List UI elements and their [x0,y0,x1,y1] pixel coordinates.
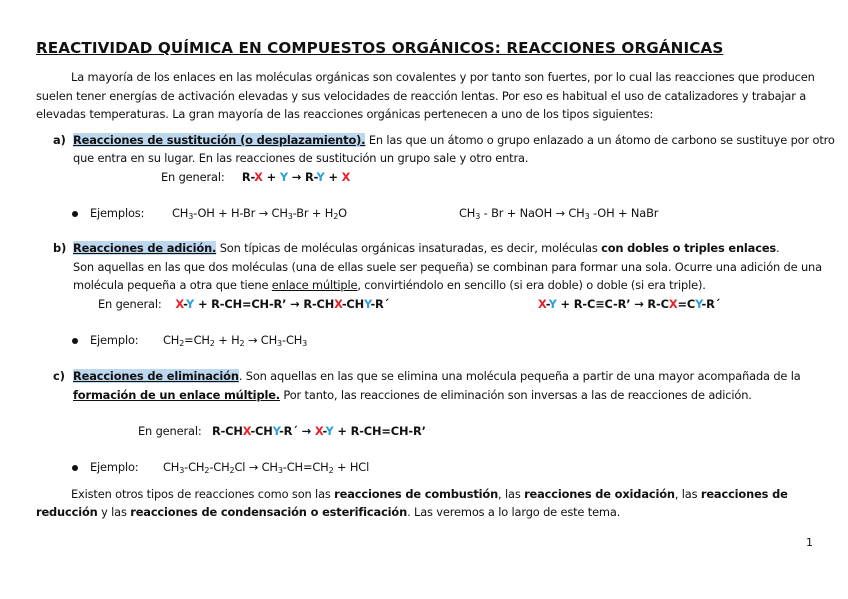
general-label: En general: [138,424,202,438]
section-b-example: $CH_2=CH_2 + H_2 \to CH_3-CH_3$ [163,333,308,348]
closing-line-1: Existen otros tipos de reacciones como son las reacciones de combustión, las reacciones de oxidación, las reacciones de [71,487,788,501]
section-b-line-1: Reacciones de adición. Son típicas de moléculas orgánicas insaturadas, es decir, moléculas con dobles o triples enlaces. [73,241,780,255]
section-b-line-2: Son aquellas en las que dos moléculas (una de ellas suele ser pequeña) se combinan para formar una sola. Ocurre una adición de una [73,260,822,274]
section-b-heading: Reacciones de adición. [73,241,217,255]
section-c-line-1: Reacciones de eliminación. Son aquellas en las que se elimina una molécula pequeña a partir de una mayor acompañada de la [73,369,801,383]
elimination-equation: R-CHX-CHY-R´ → X-Y + R-CH=CH-R’ [211,424,426,438]
intro-line-3: elevadas temperaturas. La gran mayoría de las reacciones orgánicas pertenecen a uno de los tipos siguientes: [36,107,654,121]
general-label: En general: [161,170,225,184]
section-b-example-label: Ejemplo: [90,333,139,347]
addition-equation-triple: X-Y + R-C≡C-R’ → R-CX=CY-R´ [538,297,721,311]
section-c-example-label: Ejemplo: [90,460,139,474]
section-a-general [161,170,350,184]
intro-line-1: La mayoría de los enlaces en las moléculas orgánicas son covalentes y por tanto son fuertes, por lo cual las reacciones que producen [71,70,815,84]
section-a-example-1: $CH_3-OH + H-Br \to CH_3-Br + H_2O$ [172,206,347,221]
section-a-heading: Reacciones de sustitución (o desplazamiento). [73,133,366,147]
addition-equation-double: X-Y + R-CH=CH-R’ → R-CHX-CHY-R´ [175,297,390,311]
bullet-dot [72,465,78,471]
section-b-general [98,297,389,311]
section-a-line-2: que entra en su lugar. En las reacciones de sustitución un grupo sale y otro entra. [73,151,529,165]
section-a-example-2: $CH_3$ - Br + NaOH → $CH_3$ -OH + NaBr [459,206,659,221]
section-a-line-1-rest: En las que un átomo o grupo enlazado a un átomo de carbono se sustituye por otro [365,133,835,147]
section-a-marker: a) [53,133,66,147]
page-title: REACTIVIDAD QUÍMICA EN COMPUESTOS ORGÁNICOS: REACCIONES ORGÁNICAS [36,39,724,57]
intro-line-2: suelen tener energías de activación elevadas y sus velocidades de reacción lentas. Por eso es habitual el uso de catalizadores y trabajar a [36,89,807,103]
section-a-example-label: Ejemplos: [90,206,145,220]
substitution-equation: R-X + Y → R-Y + X [241,170,351,184]
section-c-marker: c) [53,369,65,383]
section-a-line-1 [73,133,835,147]
section-c-example: $CH_3-CH_2-CH_2Cl \to CH_3-CH=CH_2$ + HCl [163,460,370,475]
section-b-marker: b) [53,241,67,255]
closing-line-2: reducción y las reacciones de condensación o esterificación. Las veremos a lo largo de este tema. [36,505,621,519]
section-c-general [138,424,426,438]
page-number: 1 [806,536,813,549]
section-b-line-3: molécula pequeña a otra que tiene enlace múltiple, convirtiéndolo en sencillo (si era doble) o doble (si era triple). [73,278,706,292]
bullet-dot [72,211,78,217]
section-c-heading: Reacciones de eliminación [73,369,239,383]
bullet-dot [72,338,78,344]
general-label: En general: [98,297,162,311]
section-c-line-2: formación de un enlace múltiple. Por tanto, las reacciones de eliminación son inversas a las de reacciones de adición. [73,388,752,402]
